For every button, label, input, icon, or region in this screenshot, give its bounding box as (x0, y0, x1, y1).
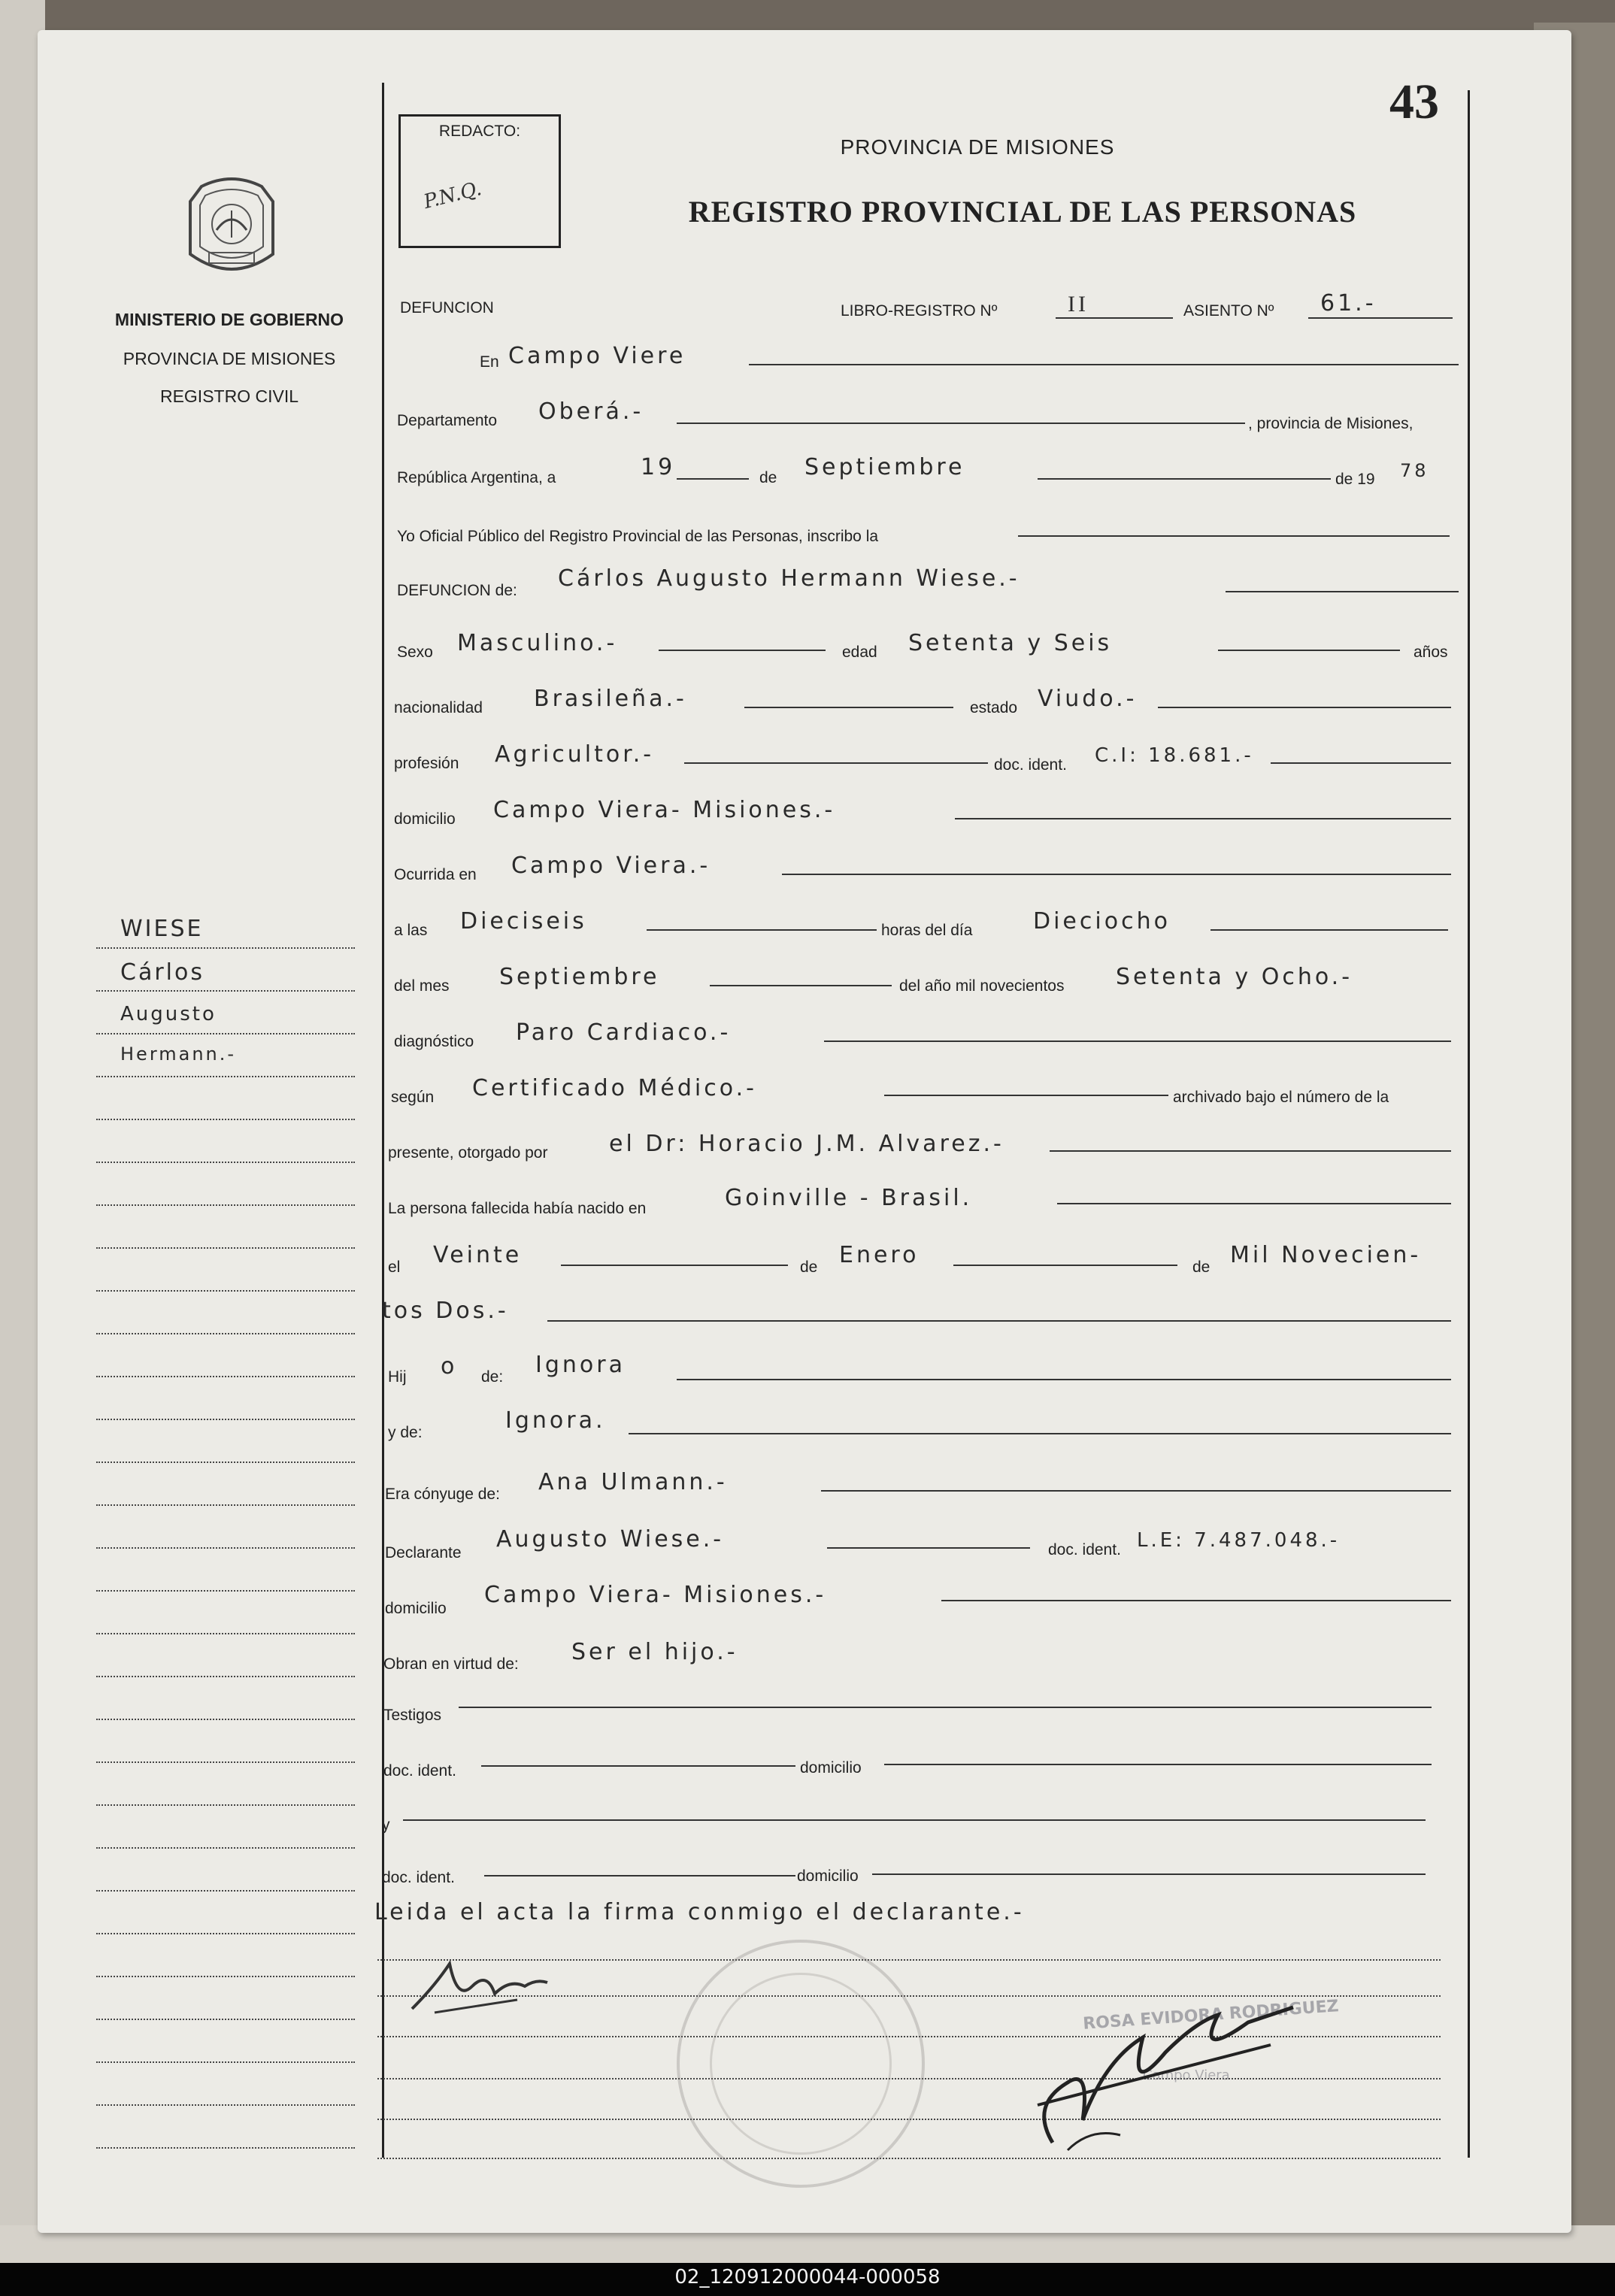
record-type: DEFUNCION (400, 299, 494, 317)
sexo-label: Sexo (397, 644, 433, 661)
province-label: PROVINCIA DE MISIONES (123, 349, 336, 368)
registry-label: REGISTRO CIVIL (159, 386, 299, 406)
margin-dotted-line (96, 2147, 355, 2149)
continuation-value: tos Dos.- (382, 1298, 509, 1324)
declarante-doc-label: doc. ident. (1048, 1541, 1121, 1558)
de2-line (953, 1265, 1177, 1266)
libro-label: LIBRO-REGISTRO Nº (841, 302, 998, 320)
hijo-de-label: de: (481, 1368, 504, 1386)
doc-ident1-label: doc. ident. (383, 1762, 456, 1780)
redacto-box (398, 114, 561, 248)
official-stamp-place: Campo Viera (1143, 2067, 1230, 2083)
de3-value: Mil Novecien- (1230, 1242, 1422, 1268)
margin-dotted-line (96, 1419, 355, 1420)
departamento-line (677, 423, 1245, 424)
obran-value: Ser el hijo.- (571, 1639, 738, 1665)
libro-value: II (1068, 292, 1089, 317)
libro-line (1056, 317, 1173, 319)
margin-dotted-line (96, 1590, 355, 1592)
hijo-line (677, 1379, 1451, 1380)
edad-value: Setenta y Seis (908, 630, 1113, 656)
departamento-value: Oberá.- (538, 398, 644, 425)
y-line (403, 1819, 1426, 1821)
declarant-signature (405, 1941, 555, 2024)
mes-line (1038, 478, 1331, 480)
domicilio4-label: domicilio (797, 1867, 859, 1885)
horas-value: Dieciocho (1033, 908, 1171, 934)
declarante-doc-value: L.E: 7.487.048.- (1137, 1529, 1341, 1552)
margin-dotted-line (96, 1804, 355, 1806)
sexo-line (659, 650, 826, 651)
segun-value: Certificado Médico.- (472, 1075, 757, 1101)
conyuge-line (821, 1490, 1451, 1492)
a-las-value: Dieciseis (460, 908, 587, 934)
profesion-label: profesión (394, 755, 459, 772)
diagnostico-label: diagnóstico (394, 1033, 474, 1050)
declarante-value: Augusto Wiese.- (496, 1526, 725, 1552)
margin-dotted-line (96, 1933, 355, 1934)
province-seal-icon (179, 171, 284, 284)
el-line (561, 1265, 788, 1266)
domicilio2-value: Campo Viera- Misiones.- (484, 1582, 827, 1608)
mes-value: Septiembre (804, 454, 965, 480)
de2-label: de (800, 1259, 818, 1276)
hijo-value: Ignora (535, 1352, 626, 1378)
sexo-value: Masculino.- (457, 630, 618, 656)
registry-stamp (677, 1940, 925, 2188)
de3-label: de (1192, 1259, 1210, 1276)
margin-name: Cárlos (120, 959, 205, 986)
y-label: y (382, 1816, 390, 1834)
ocurrida-line (782, 874, 1451, 875)
doc-ident1-line (481, 1765, 795, 1767)
nacido-line (1057, 1203, 1451, 1204)
de-label: de (759, 469, 777, 486)
el-value: Veinte (433, 1242, 523, 1268)
margin-dotted-line (96, 2104, 355, 2106)
el-label: el (388, 1259, 401, 1276)
doc-ident-line (1271, 762, 1451, 764)
provincia-label: , provincia de Misiones, (1248, 415, 1414, 432)
doc-ident-label: doc. ident. (994, 756, 1067, 774)
dia-value: 19 (641, 454, 676, 480)
margin-dotted-line (96, 1890, 355, 1892)
margin-dotted-line (96, 990, 355, 992)
margin-dotted-line (96, 1676, 355, 1677)
doc-ident2-label: doc. ident. (382, 1869, 455, 1886)
estado-label: estado (970, 699, 1018, 716)
archivado-label: archivado bajo el número de la (1173, 1089, 1389, 1106)
nacido-value: Goinville - Brasil. (725, 1185, 973, 1211)
conyuge-label: Era cónyuge de: (385, 1486, 500, 1503)
a-las-line (647, 929, 877, 931)
margin-dotted-line (96, 1333, 355, 1334)
defuncion-label: DEFUNCION de: (397, 582, 517, 599)
diagnostico-value: Paro Cardiaco.- (516, 1019, 732, 1046)
obran-label: Obran en virtud de: (383, 1655, 519, 1673)
nacionalidad-label: nacionalidad (394, 699, 483, 716)
redacto-value: P.N.Q. (421, 177, 484, 214)
en-line (749, 364, 1459, 365)
nacionalidad-value: Brasileña.- (534, 686, 687, 712)
en-value: Campo Viere (508, 343, 686, 369)
margin-dotted-line (96, 1462, 355, 1463)
diagnostico-line (824, 1040, 1451, 1042)
margin-dotted-line (96, 1761, 355, 1763)
horas-line (1210, 929, 1448, 931)
oficial-text: Yo Oficial Público del Registro Provincial de las Personas, inscribo la (397, 528, 879, 545)
image-id: 02_120912000044-000058 (674, 2266, 941, 2288)
margin-dotted-line (96, 1033, 355, 1034)
anios-label: años (1414, 644, 1448, 661)
testigos-line (459, 1707, 1432, 1708)
margin-dotted-line (96, 1847, 355, 1849)
margin-dotted-line (96, 1247, 355, 1249)
asiento-line (1308, 317, 1453, 319)
del-mes-label: del mes (394, 977, 450, 995)
edad-label: edad (842, 644, 877, 661)
margin-dotted-line (96, 1119, 355, 1120)
oficial-line (1018, 535, 1450, 537)
domicilio3-label: domicilio (800, 1759, 862, 1777)
en-label: En (480, 353, 499, 371)
republica-label: República Argentina, a (397, 469, 556, 486)
estado-line (1158, 707, 1451, 708)
page-number: 43 (1389, 74, 1439, 129)
closing-statement: Leida el acta la firma conmigo el declarante.- (374, 1899, 1025, 1925)
margin-dotted-line (96, 1076, 355, 1077)
nacionalidad-line (744, 707, 953, 708)
profesion-value: Agricultor.- (495, 741, 655, 768)
conyuge-value: Ana Ulmann.- (538, 1469, 728, 1495)
yde-line (629, 1433, 1451, 1434)
margin-dotted-line (96, 2061, 355, 2063)
margin-dotted-line (96, 2019, 355, 2020)
edad-line (1218, 650, 1400, 651)
segun-label: según (391, 1089, 435, 1106)
del-anio-label: del año mil novecientos (899, 977, 1065, 995)
declarante-label: Declarante (385, 1544, 462, 1561)
domicilio-line (955, 818, 1451, 819)
hijo-suffix: o (441, 1353, 458, 1380)
continuation-line (547, 1320, 1451, 1322)
yde-value: Ignora. (505, 1407, 606, 1434)
ocurrida-label: Ocurrida en (394, 866, 477, 883)
redacto-label: REDACTO: (438, 123, 521, 140)
domicilio-value: Campo Viera- Misiones.- (493, 797, 836, 823)
right-rule (1468, 90, 1470, 2158)
margin-dotted-line (96, 1290, 355, 1292)
horas-label: horas del día (881, 922, 973, 939)
de2-value: Enero (839, 1242, 920, 1268)
asiento-label: ASIENTO Nº (1183, 302, 1274, 320)
defuncion-value: Cárlos Augusto Hermann Wiese.- (558, 565, 1020, 592)
page-title: REGISTRO PROVINCIAL DE LAS PERSONAS (688, 195, 1357, 229)
margin-name: Hermann.- (120, 1043, 237, 1065)
doc-ident-value: C.I: 18.681.- (1095, 744, 1254, 767)
margin-dotted-line (96, 1547, 355, 1549)
presente-value: el Dr: Horacio J.M. Alvarez.- (609, 1131, 1004, 1157)
presente-label: presente, otorgado por (388, 1144, 548, 1162)
official-signature (1023, 1992, 1308, 2165)
domicilio-label: domicilio (394, 810, 456, 828)
segun-line (884, 1095, 1168, 1096)
profesion-line (684, 762, 988, 764)
ocurrida-value: Campo Viera.- (511, 853, 711, 879)
margin-dotted-line (96, 947, 355, 949)
nacido-label: La persona fallecida había nacido en (388, 1200, 647, 1217)
del-mes-value: Septiembre (499, 964, 660, 990)
margin-dotted-line (96, 1719, 355, 1720)
de-anio-label: de 19 (1335, 471, 1375, 488)
defuncion-line (1226, 591, 1459, 592)
del-anio-value: Setenta y Ocho.- (1116, 964, 1353, 990)
dia-line (677, 478, 749, 480)
margin-name: Augusto (120, 1003, 217, 1025)
testigos-label: Testigos (383, 1707, 442, 1724)
yde-label: y de: (388, 1424, 423, 1441)
registry-stamp-inner (710, 1973, 892, 2155)
domicilio2-label: domicilio (385, 1600, 447, 1617)
margin-dotted-line (96, 1504, 355, 1506)
province-heading: PROVINCIA DE MISIONES (840, 135, 1115, 159)
domicilio2-line (941, 1600, 1451, 1601)
margin-dotted-line (96, 1376, 355, 1377)
del-mes-line (710, 985, 892, 986)
ministry-label: MINISTERIO DE GOBIERNO (114, 310, 344, 329)
a-las-label: a las (394, 922, 428, 939)
departamento-label: Departamento (397, 412, 498, 429)
margin-dotted-line (96, 1204, 355, 1206)
margin-dotted-line (96, 1976, 355, 1977)
asiento-value: 61.- (1320, 290, 1377, 317)
presente-line (1050, 1150, 1451, 1152)
official-stamp-name: ROSA EVIDORA RODRIGUEZ (1082, 1997, 1340, 2034)
hijo-label: Hij (388, 1368, 407, 1386)
margin-dotted-line (96, 1633, 355, 1634)
doc-ident2-line (484, 1875, 795, 1876)
margin-name: WIESE (120, 916, 204, 942)
anio-value: 78 (1400, 460, 1429, 481)
declarante-line (827, 1547, 1030, 1549)
domicilio3-line (884, 1764, 1432, 1765)
margin-dotted-line (96, 1162, 355, 1163)
estado-value: Viudo.- (1038, 686, 1138, 712)
domicilio4-line (872, 1873, 1426, 1875)
